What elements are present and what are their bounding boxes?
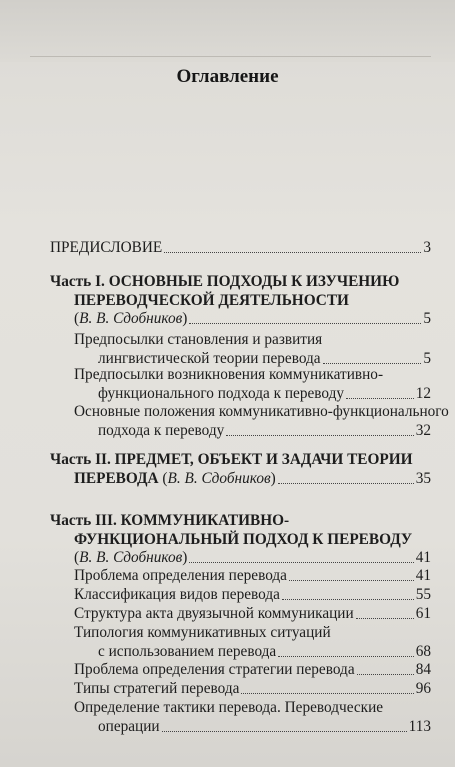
toc-item: Определение тактики перевода. Переводческие операции 113 bbox=[74, 699, 431, 735]
toc-part-1 bbox=[50, 272, 431, 310]
toc-item: Предпосылки возникновения коммуникативно- функционального подхода к переводу 12 bbox=[74, 366, 431, 402]
toc-part-2 bbox=[50, 450, 431, 488]
dot-leader bbox=[189, 562, 413, 563]
toc-part-3-author bbox=[74, 548, 431, 567]
dot-leader bbox=[162, 731, 407, 732]
part-heading-line: Часть I. ОСНОВНЫЕ ПОДХОДЫ К ИЗУЧЕНИЮ bbox=[50, 273, 400, 290]
toc-item: Предпосылки становления и развития лингвистической теории перевода 5 bbox=[74, 331, 431, 367]
toc-item: Типы стратегий перевода 96 bbox=[74, 680, 431, 697]
dot-leader bbox=[278, 483, 414, 484]
toc-item: Основные положения коммуникативно-функционального подхода к переводу 32 bbox=[74, 403, 449, 439]
toc-part-1-author bbox=[74, 309, 431, 328]
dot-leader bbox=[289, 580, 414, 581]
toc-page-number: 68 bbox=[415, 643, 431, 660]
toc-page-number: 3 bbox=[423, 239, 431, 256]
dot-leader bbox=[164, 252, 421, 253]
toc-page-number: 55 bbox=[415, 586, 431, 603]
toc-item: Классификация видов перевода 55 bbox=[74, 586, 431, 603]
part-heading-line: ПЕРЕВОДЧЕСКОЙ ДЕЯТЕЛЬНОСТИ bbox=[74, 292, 349, 309]
dot-leader bbox=[357, 674, 414, 675]
toc-page-number: 113 bbox=[408, 718, 431, 735]
dot-leader bbox=[241, 693, 413, 694]
dot-leader bbox=[189, 323, 421, 324]
dot-leader bbox=[278, 656, 413, 657]
dot-leader bbox=[226, 435, 413, 436]
dot-leader bbox=[346, 398, 414, 399]
toc-entry-preface bbox=[50, 238, 431, 257]
toc-page-number: 41 bbox=[415, 567, 431, 584]
show-through-area bbox=[0, 0, 455, 62]
author-line: (В. В. Сдобников) bbox=[74, 549, 188, 566]
toc-page-number: 96 bbox=[415, 680, 431, 697]
author-line: (В. В. Сдобников) bbox=[74, 310, 188, 327]
dot-leader bbox=[323, 363, 422, 364]
part-heading-line: ФУНКЦИОНАЛЬНЫЙ ПОДХОД К ПЕРЕВОДУ bbox=[74, 531, 413, 548]
toc-page-number: 5 bbox=[423, 310, 431, 327]
toc-page-number: 35 bbox=[415, 470, 431, 487]
part-heading-line: ПЕРЕВОДА (В. В. Сдобников) bbox=[74, 470, 276, 487]
running-head-rule bbox=[30, 56, 431, 57]
toc-part-3 bbox=[50, 511, 431, 549]
toc-page-number: 84 bbox=[415, 661, 431, 678]
toc-page-number: 12 bbox=[415, 385, 431, 402]
toc-page-number: 41 bbox=[415, 549, 431, 566]
toc-page-number: 5 bbox=[423, 350, 431, 367]
part-heading-line: Часть II. ПРЕДМЕТ, ОБЪЕКТ И ЗАДАЧИ ТЕОРИИ bbox=[50, 451, 413, 468]
toc-page-number: 61 bbox=[415, 605, 431, 622]
toc-entry-label: ПРЕДИСЛОВИЕ bbox=[50, 239, 163, 256]
dot-leader bbox=[282, 599, 414, 600]
part-heading-line: Часть III. КОММУНИКАТИВНО- bbox=[50, 512, 290, 529]
toc-item: Проблема определения перевода 41 bbox=[74, 567, 431, 584]
toc-item: Структура акта двуязычной коммуникации 61 bbox=[74, 605, 431, 622]
toc-item: Проблема определения стратегии перевода 84 bbox=[74, 661, 431, 678]
dot-leader bbox=[356, 618, 414, 619]
toc-page-number: 32 bbox=[415, 422, 431, 439]
page-title: Оглавление bbox=[176, 66, 279, 87]
toc-item: Типология коммуникативных ситуаций с использованием перевода 68 bbox=[74, 624, 431, 660]
